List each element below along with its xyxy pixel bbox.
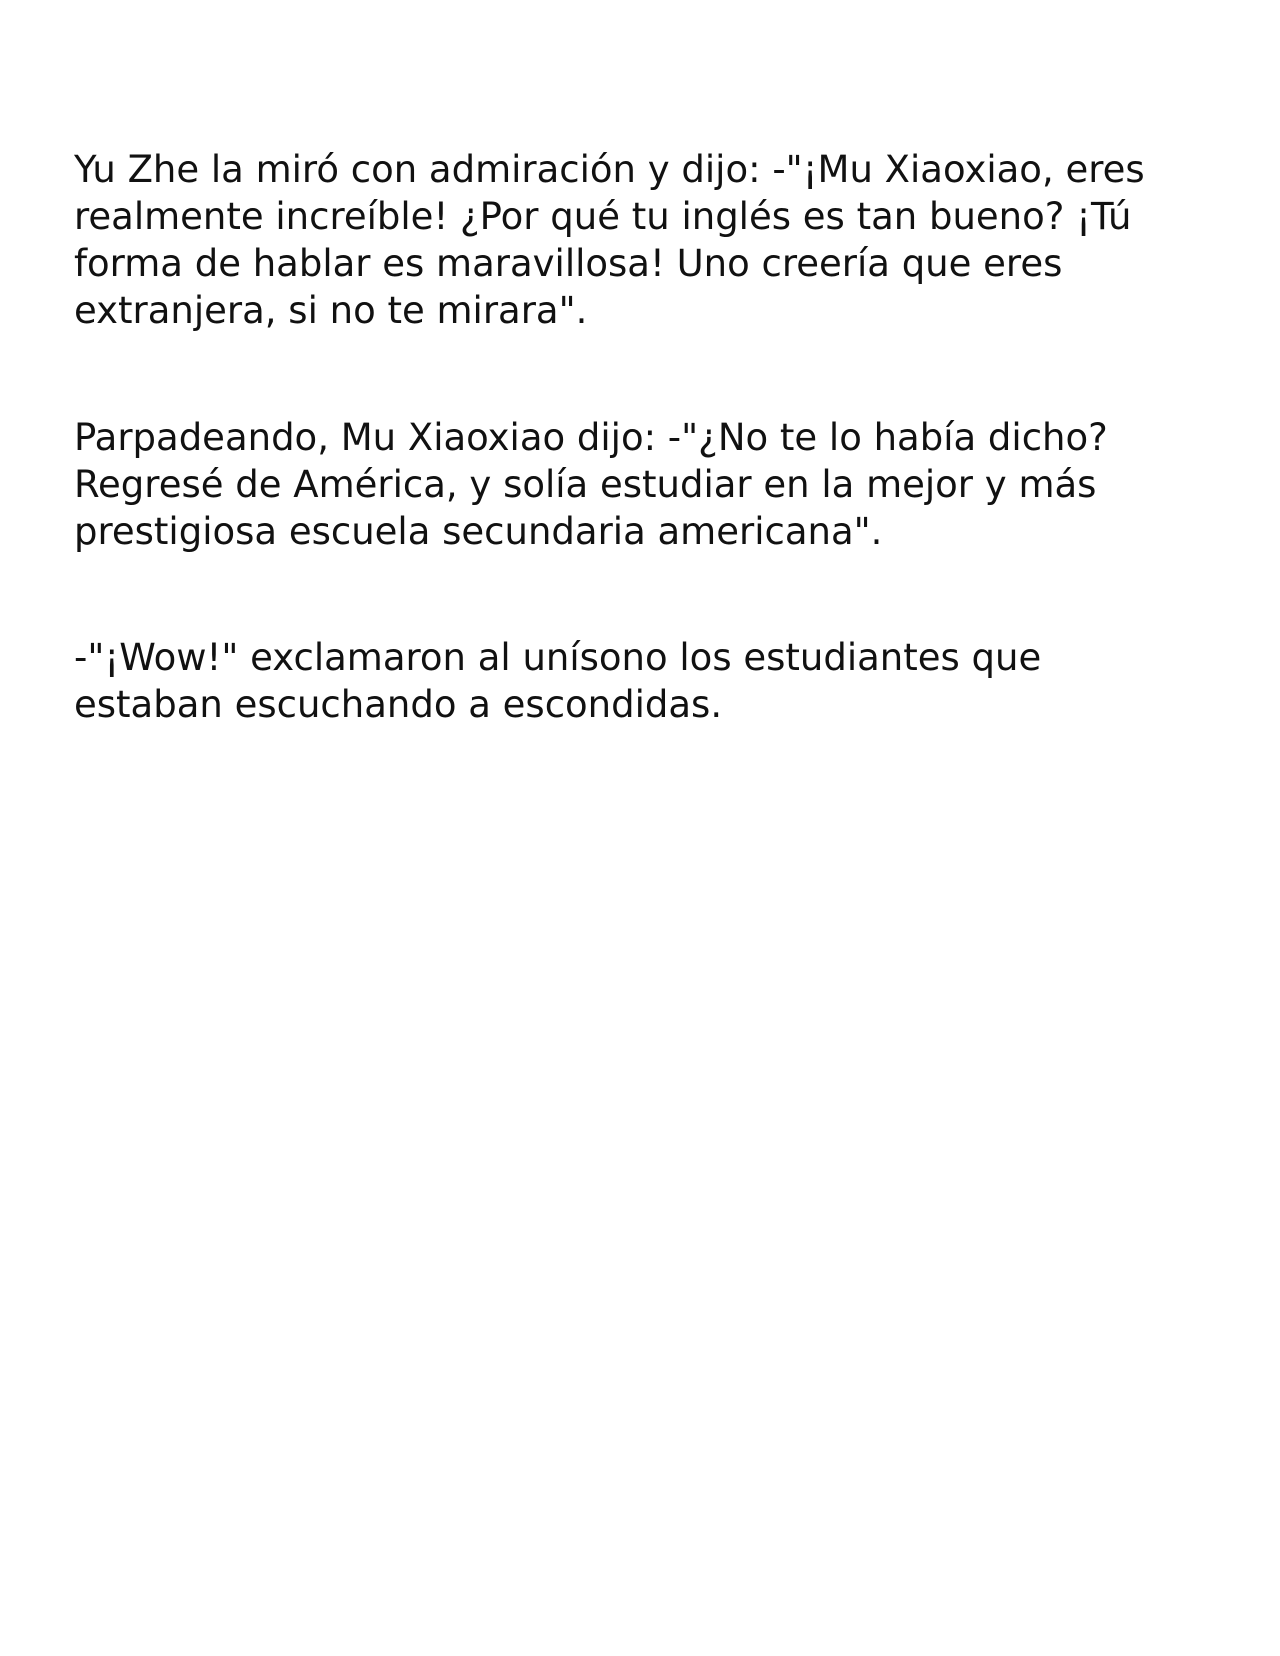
paragraph-line: forma de hablar es maravillosa! Uno creería que eres bbox=[74, 242, 1063, 285]
paragraph-line: estaban escuchando a escondidas. bbox=[74, 683, 723, 726]
paragraph-line: Regresé de América, y solía estudiar en la mejor y más bbox=[74, 463, 1097, 506]
paragraph-line: -"¡Wow!" exclamaron al unísono los estudiantes que bbox=[74, 636, 1042, 679]
paragraph-line: Parpadeando, Mu Xiaoxiao dijo: -"¿No te lo había dicho? bbox=[74, 416, 1108, 459]
paragraph-line: Yu Zhe la miró con admiración y dijo: -"¡Mu Xiaoxiao, eres bbox=[74, 148, 1145, 191]
paragraph-2 bbox=[74, 414, 1214, 555]
paragraph-line: extranjera, si no te mirara". bbox=[74, 289, 588, 332]
paragraph-line: prestigiosa escuela secundaria americana". bbox=[74, 510, 883, 553]
paragraph-1 bbox=[74, 146, 1214, 334]
paragraph-3 bbox=[74, 634, 1214, 728]
paragraph-line: realmente increíble! ¿Por qué tu inglés es tan bueno? ¡Tú bbox=[74, 195, 1132, 238]
